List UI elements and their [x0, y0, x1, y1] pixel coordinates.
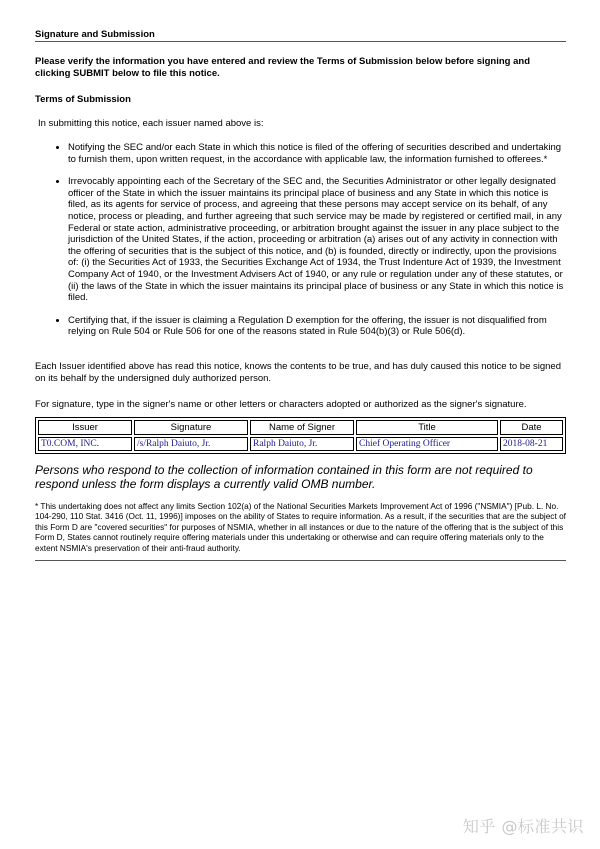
signature-instruction: For signature, type in the signer's name or other letters or characters adopted or authorized as the signer's signature.	[35, 398, 527, 410]
cell-name-of-signer: Ralph Daiuto, Jr.	[250, 437, 354, 451]
nsmia-footnote: * This undertaking does not affect any limits Section 102(a) of the National Securities Markets Improvement Act of 1996 ("NSMIA") [Pub. L. No. 104-290, 110 Stat. 3416 (Oct. 11, 1996)] imposes on the ability of States to require information. As a result, if the securities that are the subject of this Form D are "covered securities" for purposes of NSMIA, whether in all instances or due to the nature of the offering that is the subject of this Form D, States cannot routinely require offering materials under this undertaking or otherwise and can require offering materials only to the extent NSMIA's preservation of their anti-fraud authority.	[35, 500, 566, 553]
terms-heading: Terms of Submission	[35, 94, 131, 105]
header-signature: Signature	[134, 420, 248, 435]
cell-issuer: T0.COM, INC.	[38, 437, 132, 451]
header-date: Date	[500, 420, 563, 435]
cell-signature: /s/Ralph Daiuto, Jr.	[134, 437, 248, 451]
header-name-of-signer: Name of Signer	[250, 420, 354, 435]
terms-intro: In submitting this notice, each issuer named above is:	[38, 118, 264, 129]
signature-submission-section	[35, 29, 566, 561]
header-title: Title	[356, 420, 498, 435]
section-title: Signature and Submission	[35, 29, 566, 42]
submission-instructions: Please verify the information you have entered and review the Terms of Submission below before signing and clicking SUBMIT below to file this notice.	[35, 56, 530, 79]
header-issuer: Issuer	[38, 420, 132, 435]
terms-item-appointing: • Irrevocably appointing each of the Secretary of the SEC and, the Securities Administrator or other legally designated officer of the State in which the issuer maintains its principal place of business and any State in which this notice is filed, as its agents for service of process, and agreeing that these persons may accept service on its behalf, of any notice, process or pleading, and further agreeing that such service may be made by registered or certified mail, in any Federal or state action, administrative proceeding, or arbitration brought against the issuer in any place subject to the jurisdiction of the United States, if the action, proceeding or arbitration (a) arises out of any activity in connection with the offering of securities that is the subject of this notice, and (b) is founded, directly or indirectly, upon the provisions of: (i) the Securities Act of 1933, the Securities Exchange Act of 1934, the Trust Indenture Act of 1939, the Investment Company Act of 1940, or the Investment Advisers Act of 1940, or any rule or regulation under any of these statutes, or (ii) the laws of the State in which the issuer maintains its principal place of business or any State in which this notice is filed.	[68, 176, 566, 304]
declaration-text: Each Issuer identified above has read this notice, knows the contents to be true, and has duly caused this notice to be signed on its behalf by the undersigned duly authorized person.	[35, 360, 561, 384]
signature-table	[35, 417, 566, 454]
omb-notice: Persons who respond to the collection of information contained in this form are not required to respond unless the form displays a currently valid OMB number.	[35, 462, 533, 491]
watermark: 知乎 @标准共识	[462, 817, 584, 836]
terms-item-certifying: • Certifying that, if the issuer is claiming a Regulation D exemption for the offering, the issuer is not disqualified from relying on Rule 504 or Rule 506 for one of the reasons stated in Rule 504(b)(3) or Rule 506(d).	[68, 315, 566, 338]
table-row	[38, 437, 563, 451]
cell-date: 2018-08-21	[500, 437, 563, 451]
terms-list	[35, 142, 566, 338]
signature-table-header	[38, 420, 563, 435]
cell-title: Chief Operating Officer	[356, 437, 498, 451]
bottom-divider	[35, 560, 566, 561]
terms-item-notifying: • Notifying the SEC and/or each State in which this notice is filed of the offering of securities described and undertaking to furnish them, upon written request, in the accordance with applicable law, the information furnished to offerees.*	[68, 142, 566, 165]
